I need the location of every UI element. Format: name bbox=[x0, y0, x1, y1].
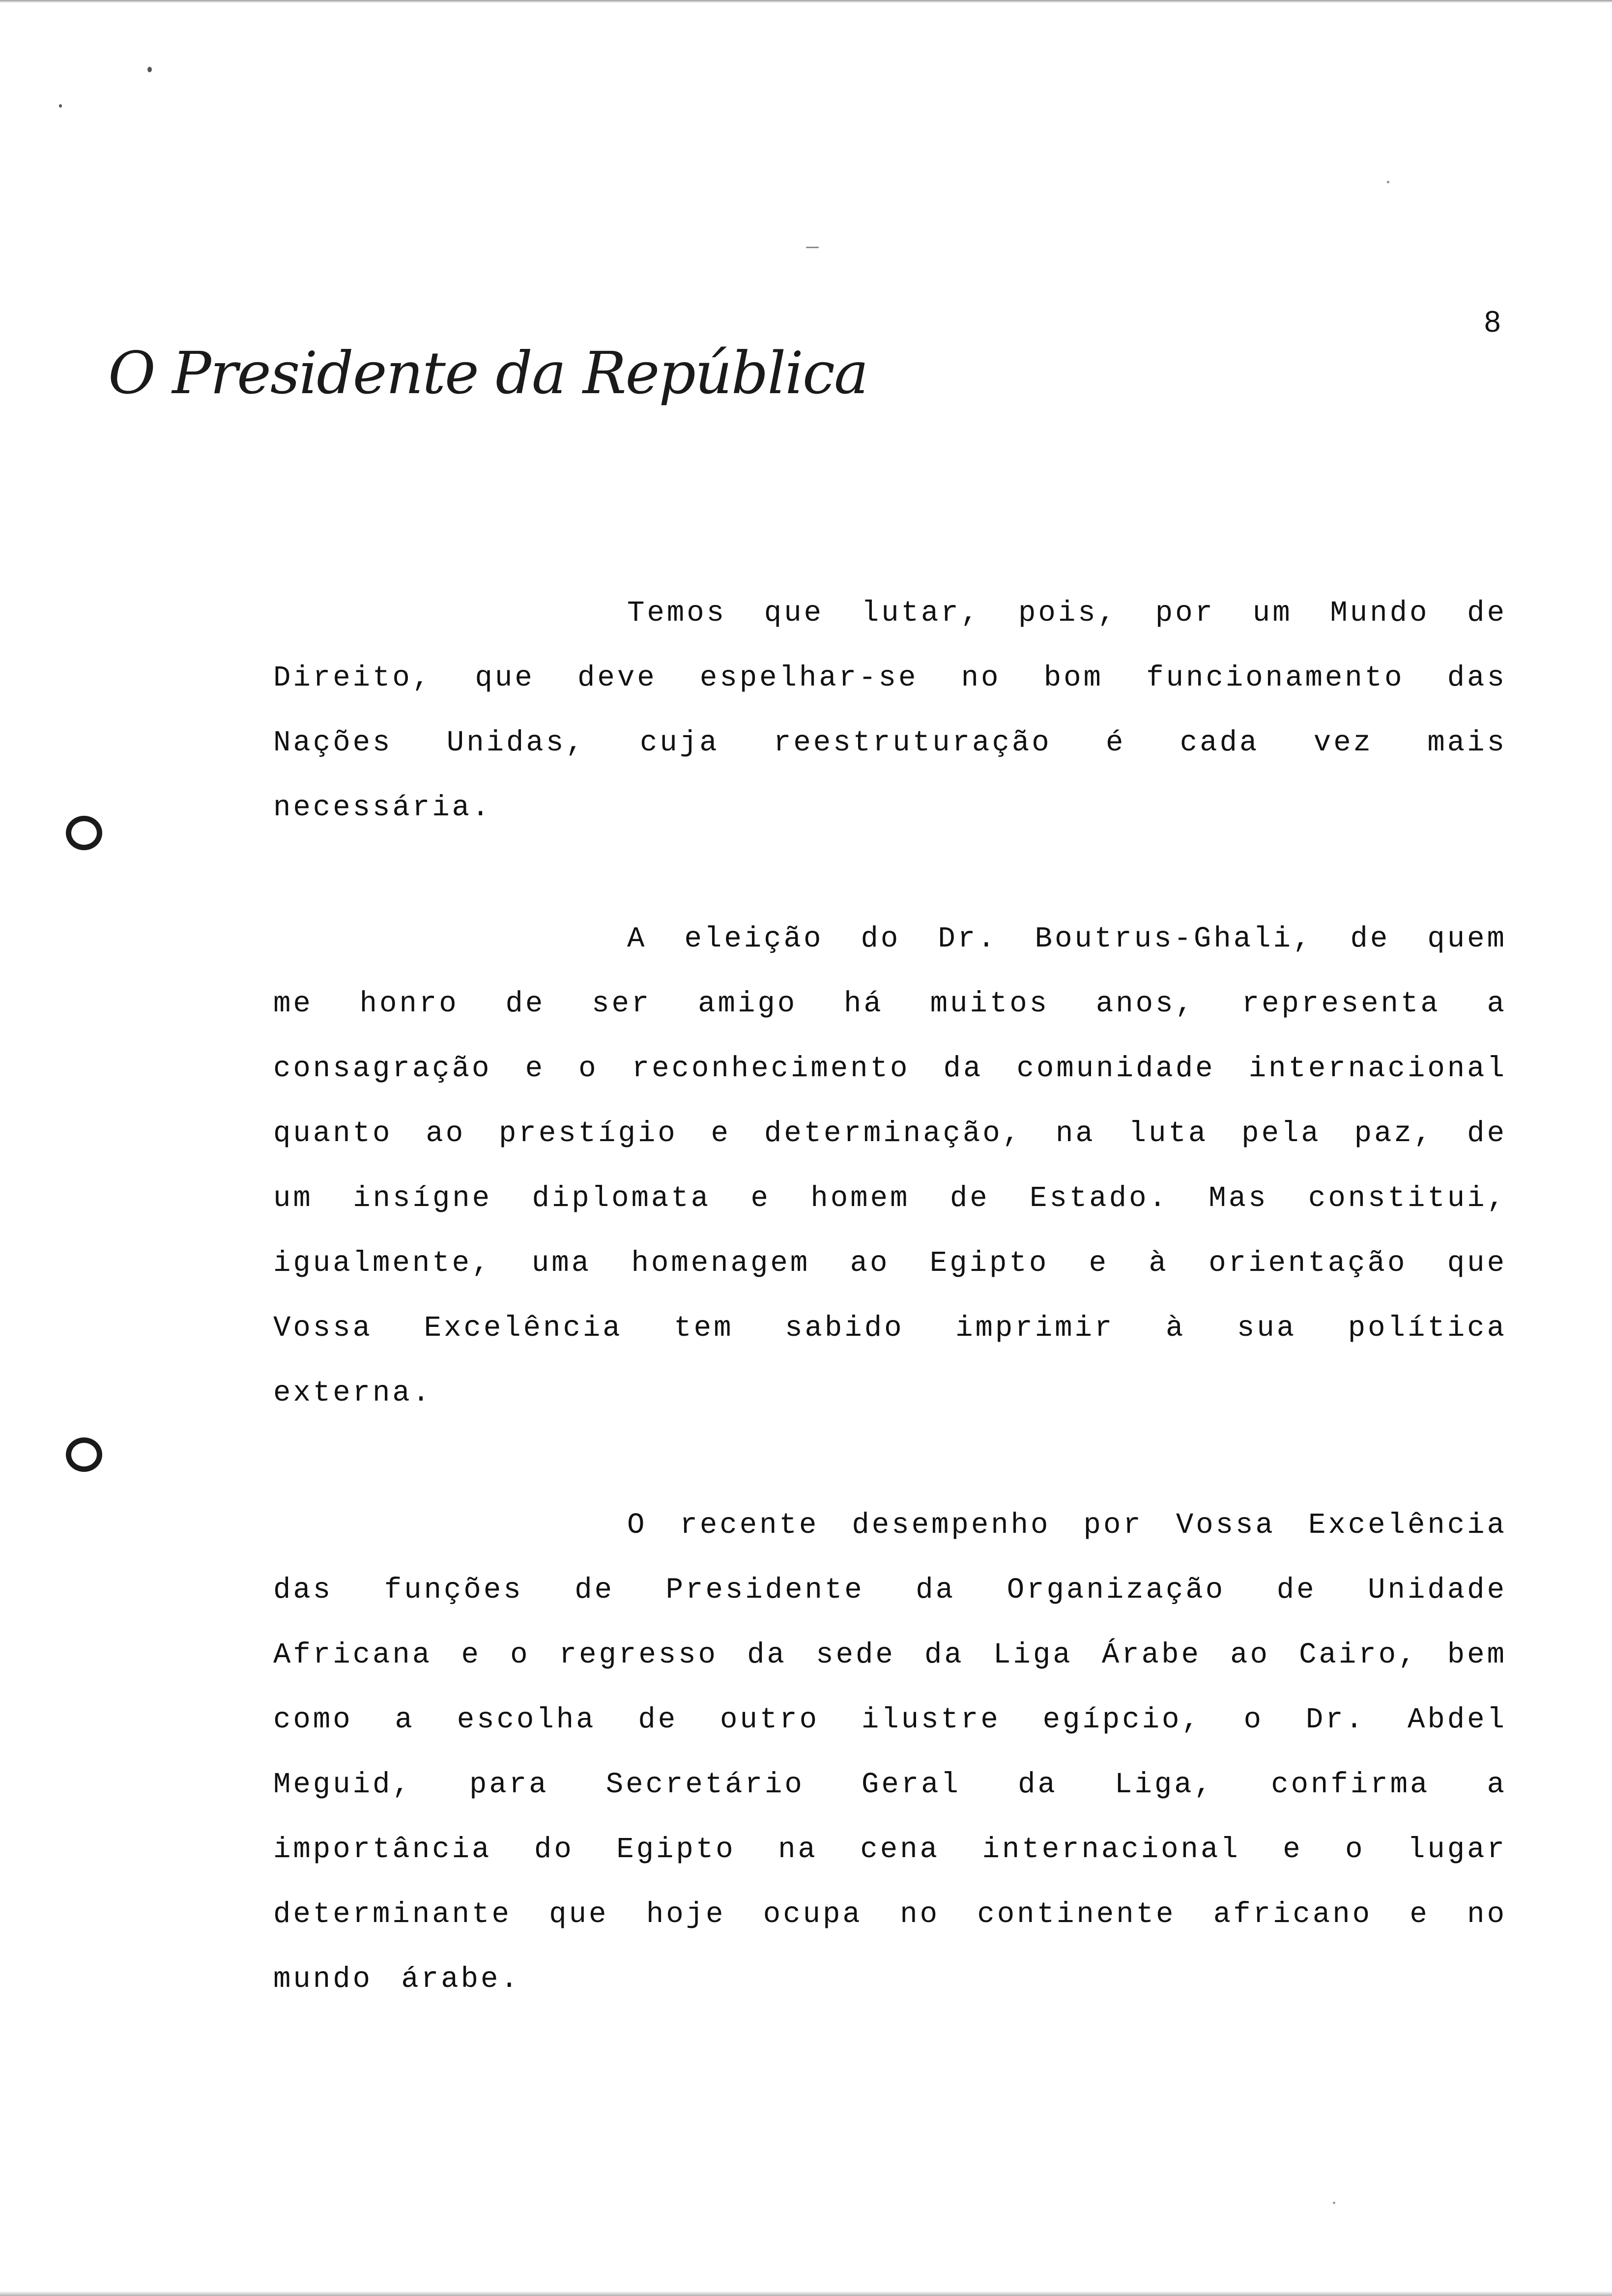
body-paragraph: Temos que lutar, pois, por um Mundo de Direito, que deve espelhar-se no bom funcionamento das Nações Unidas, cuja reestruturação é cada vez mais necessária. bbox=[273, 597, 1507, 824]
punch-hole-icon bbox=[66, 1437, 102, 1472]
page-number: 8 bbox=[1484, 305, 1501, 338]
body-paragraph: A eleição do Dr. Boutrus-Ghali, de quem me honro de ser amigo há muitos anos, representa a consagração e o reconhecimento da comunidade internacional quanto ao prestígio e determinação, na luta pela paz, de um insígne diplomata e homem de Estado. Mas constitui, igualmente, uma homenagem ao Egipto e à orientação que Vossa Excelência tem sabido imprimir à sua política externa. bbox=[273, 922, 1507, 1409]
scan-speck bbox=[806, 247, 819, 248]
punch-hole-icon bbox=[66, 816, 102, 850]
scan-speck bbox=[147, 67, 152, 72]
scan-speck bbox=[1387, 181, 1389, 183]
scan-speck bbox=[59, 104, 62, 108]
scan-edge-top bbox=[0, 0, 1612, 3]
letterhead-title: O Presidente da República bbox=[108, 339, 868, 407]
scan-speck bbox=[1333, 2202, 1335, 2204]
body-paragraph: O recente desempenho por Vossa Excelência das funções de Presidente da Organização de Unidade Africana e o regresso da sede da Liga Árabe ao Cairo, bem como a escolha de outro ilustre egípcio, o Dr. Abdel Meguid, para Secretário Geral da Liga, confirma a importância do Egipto na cena internacional e o lugar determinante que hoje ocupa no continente africano e no mundo árabe. bbox=[273, 1509, 1507, 1996]
scan-edge-bottom bbox=[0, 2291, 1612, 2296]
